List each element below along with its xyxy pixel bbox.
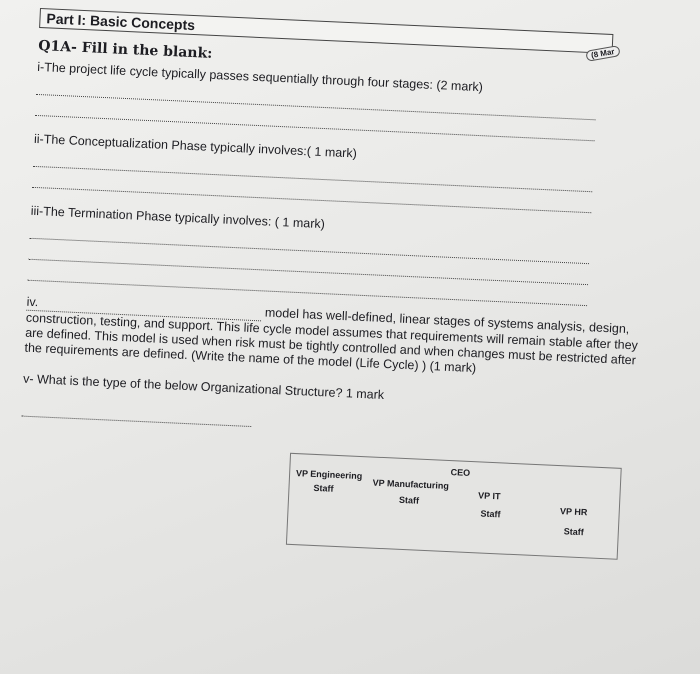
org-staff: Staff (563, 526, 585, 538)
question-ii: ii-The Conceptualization Phase typically involves:( 1 mark) (33, 131, 358, 161)
mark-badge: (8 Mar (585, 45, 620, 62)
answer-line (21, 394, 252, 427)
org-vp-manufacturing: VP Manufacturing (372, 477, 450, 492)
question-iv-prefix: iv. (26, 295, 261, 322)
question-i: i-The project life cycle typically passes sequentially through four stages: (2 mark) (37, 59, 484, 95)
question-iii: iii-The Termination Phase typically involves: ( 1 mark) (30, 203, 326, 232)
question-content (16, 8, 689, 562)
org-vp-engineering: VP Engineering (295, 468, 363, 482)
question-v: v- What is the type of the below Organizational Structure? 1 mark (22, 371, 385, 402)
org-vp-hr: VP HR (559, 506, 588, 518)
org-vp-it: VP IT (477, 490, 501, 502)
org-ceo: CEO (450, 467, 471, 478)
question-iv (24, 295, 646, 384)
org-chart (286, 453, 622, 560)
org-staff: Staff (313, 482, 334, 494)
org-staff: Staff (398, 494, 420, 506)
question-iv-text: model has well-defined, linear stages of systems analysis, design, construction, testing, and support. This life cycle model assumes that requirements will remain stable after they are defined. This model is used when risk must be tightly controlled and when changes must be restricted after the requirements are defined. (Write the name of the model (Life Cycle) ) (1 mark) (24, 305, 639, 376)
org-staff: Staff (480, 508, 501, 520)
q1a-title: Q1A- Fill in the blank: (37, 37, 213, 62)
part-title: Part I: Basic Concepts (39, 8, 613, 54)
